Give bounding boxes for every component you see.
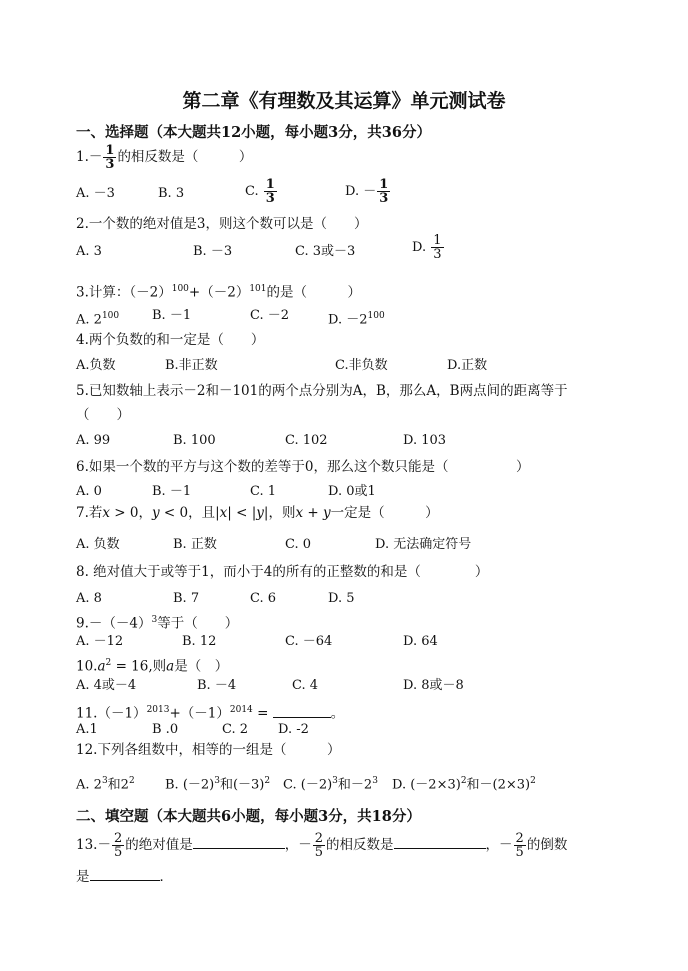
question-8: 8. 绝对值大于或等于1，而小于4的所有的正整数的和是（ ）: [76, 564, 489, 580]
q6-option-b[interactable]: B. －1: [152, 484, 192, 499]
question-13-line2: 是 ．: [76, 866, 173, 887]
q9-option-b[interactable]: B. 12: [182, 634, 217, 649]
section-choice-heading: 一、选择题（本大题共12小题，每小题3分，共36分）: [76, 124, 431, 141]
answer-blank-abs[interactable]: [193, 834, 285, 849]
q1-option-b[interactable]: B. 3: [158, 186, 185, 201]
question-11: $11.(-1)^{2013}+(-1)^{2014}$ = 。: [76, 700, 344, 724]
q3-option-a[interactable]: A. $2^{100}$: [76, 311, 120, 328]
q7-option-a[interactable]: A. 负数: [76, 537, 120, 552]
q11-option-c[interactable]: C. 2: [222, 722, 249, 737]
q10-option-a[interactable]: A. 4或－4: [76, 678, 137, 693]
q3-option-c[interactable]: C. －2: [250, 308, 290, 323]
q10-option-d[interactable]: D. 8或－8: [403, 678, 464, 693]
q6-option-d[interactable]: D. 0或1: [328, 484, 376, 499]
answer-blank-opposite[interactable]: [394, 834, 486, 849]
q12-option-c[interactable]: C. $(-2)^3$和$-2^3$: [283, 776, 378, 793]
q9-option-a[interactable]: A. －12: [76, 634, 124, 649]
q2-option-a[interactable]: A. 3: [76, 244, 102, 259]
question-10: $10.a^2 = 16$,则a是（ ）: [76, 658, 229, 675]
q5-option-b[interactable]: B. 100: [173, 433, 216, 448]
q7-option-c[interactable]: C. 0: [285, 537, 312, 552]
question-5-paren: （ ）: [76, 407, 130, 423]
q7-option-b[interactable]: B. 正数: [173, 537, 217, 552]
question-3: 3.计算：$(-2)^{100}+(-2)^{101}$的是（ ）: [76, 284, 362, 301]
q8-option-c[interactable]: C. 6: [250, 591, 277, 606]
q5-option-a[interactable]: A. 99: [76, 433, 111, 448]
q9-option-c[interactable]: C. －64: [285, 634, 333, 649]
q8-option-a[interactable]: A. 8: [76, 591, 102, 606]
question-1: 1.－ $\frac{1}{3}$ 的相反数是（ ）: [76, 143, 253, 172]
fraction: $\frac{1}{3}$: [105, 143, 115, 172]
q1-option-a[interactable]: A. －3: [76, 186, 115, 201]
q1-option-c[interactable]: C. $\frac{1}{3}$: [245, 177, 275, 206]
question-2: 2.一个数的绝对值是3，则这个数可以是（ ）: [76, 216, 368, 232]
q10-option-b[interactable]: B. －4: [197, 678, 237, 693]
question-9: $9.-(-4)^3$等于（ ）: [76, 615, 239, 632]
q4-option-a[interactable]: A.负数: [76, 358, 116, 373]
q7-option-d[interactable]: D. 无法确定符号: [375, 537, 472, 552]
q3-option-d[interactable]: D. $-2^{100}$: [328, 311, 385, 328]
question-12: 12.下列各组数中，相等的一组是（ ）: [76, 742, 341, 758]
q10-option-c[interactable]: C. 4: [292, 678, 319, 693]
q12-option-b[interactable]: B. $(-2)^3$和$(-3)^2$: [165, 776, 271, 793]
question-5: 5.已知数轴上表示－2和－101的两个点分别为A，B，那么A，B两点间的距离等于: [76, 383, 568, 399]
q2-option-d[interactable]: D. $\frac{1}{3}$: [412, 233, 442, 262]
q4-option-b[interactable]: B.非正数: [165, 358, 218, 373]
q2-option-b[interactable]: B. －3: [193, 244, 233, 259]
q8-option-b[interactable]: B. 7: [173, 591, 200, 606]
answer-blank[interactable]: [273, 703, 331, 718]
q3-option-b[interactable]: B. －1: [152, 308, 192, 323]
q2-option-c[interactable]: C. 3或－3: [295, 244, 356, 259]
q5-option-d[interactable]: D. 103: [403, 433, 447, 448]
q12-option-a[interactable]: A. $2^3$和$2^2$: [76, 776, 135, 793]
answer-blank-reciprocal[interactable]: [90, 866, 160, 881]
q5-option-c[interactable]: C. 102: [285, 433, 328, 448]
q6-option-c[interactable]: C. 1: [250, 484, 277, 499]
q12-option-d[interactable]: D. $(-2\times 3)^2$和$-(2\times 3)^2$: [392, 776, 536, 793]
q8-option-d[interactable]: D. 5: [328, 591, 355, 606]
question-6: 6.如果一个数的平方与这个数的差等于0，那么这个数只能是（ ）: [76, 459, 530, 475]
question-4: 4.两个负数的和一定是（ ）: [76, 332, 265, 348]
question-13: 13.－ $\frac{2}{5}$ 的绝对值是 ，－ $\frac{2}{5}$ 的相反数是 ，－ $\frac{2}{5}$ 的倒数: [76, 831, 568, 860]
q11-option-a[interactable]: A.1: [76, 722, 98, 737]
q9-option-d[interactable]: D. 64: [403, 634, 438, 649]
q4-option-d[interactable]: D.正数: [447, 358, 488, 373]
q4-option-c[interactable]: C.非负数: [335, 358, 388, 373]
q6-option-a[interactable]: A. 0: [76, 484, 102, 499]
q11-option-d[interactable]: D. -2: [278, 722, 309, 737]
q11-option-b[interactable]: B .0: [152, 722, 179, 737]
question-7: 7.若x > 0，y < 0，且|x| < |y|，则x + y一定是（ ）: [76, 505, 439, 521]
q1-option-d[interactable]: D. － $\frac{1}{3}$: [345, 177, 389, 206]
page-title: 第二章《有理数及其运算》单元测试卷: [182, 90, 506, 112]
section-fill-heading: 二、填空题（本大题共6小题，每小题3分，共18分）: [76, 808, 421, 825]
